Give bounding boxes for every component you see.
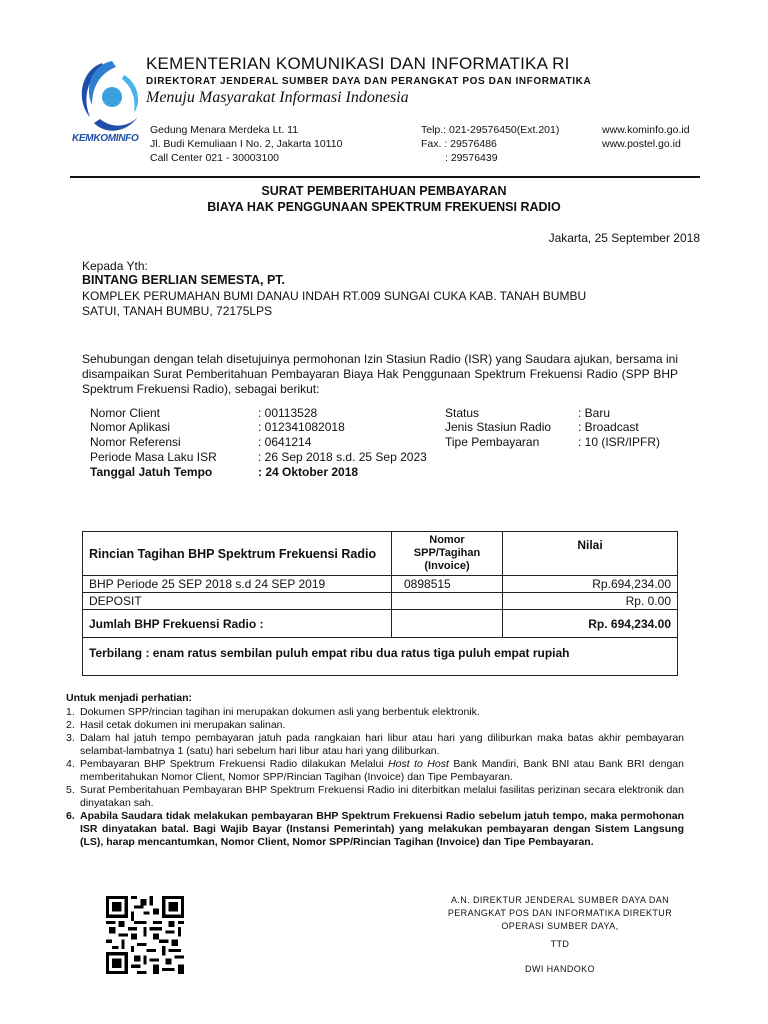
total-amount: Rp. 694,234.00: [503, 610, 678, 638]
note-number: 4.: [66, 758, 75, 770]
note-number: 2.: [66, 719, 75, 731]
directorate-name: DIREKTORAT JENDERAL SUMBER DAYA DAN PERANGKAT POS DAN INFORMATIKA: [146, 76, 592, 87]
detail-value: : 0641214: [258, 435, 312, 449]
recipient-address-1: KOMPLEK PERUMAHAN BUMI DANAU INDAH RT.009 SUNGAI CUKA KAB. TANAH BUMBU: [82, 289, 587, 303]
signature-ttd: TTD: [550, 939, 570, 949]
due-date-value: : 24 Oktober 2018: [258, 465, 359, 479]
ministry-name: KEMENTERIAN KOMUNIKASI DAN INFORMATIKA RI: [146, 54, 570, 73]
note-italic: Host to Host: [388, 758, 449, 770]
bill-table: [82, 531, 678, 676]
detail-value: : 10 (ISR/IPFR): [578, 435, 661, 449]
terbilang-row: [83, 638, 678, 676]
note-number: 6.: [66, 810, 75, 822]
signature-line: A.N. DIREKTUR JENDERAL SUMBER DAYA DAN: [450, 895, 670, 905]
row-amount: Rp. 0.00: [503, 593, 678, 610]
row-desc: DEPOSIT: [83, 593, 392, 610]
table-header-row: [83, 532, 678, 576]
signatory-name: DWI HANDOKO: [525, 964, 595, 974]
note-item: [66, 719, 684, 732]
website-link[interactable]: www.postel.go.id: [602, 138, 681, 150]
website-link[interactable]: www.kominfo.go.id: [602, 124, 690, 136]
document-title: SURAT PEMBERITAHUAN PEMBAYARAN: [261, 184, 507, 198]
detail-label: Nomor Referensi: [90, 435, 181, 449]
phone-line: Telp.: 021-29576450(Ext.201): [421, 124, 560, 136]
qr-code: [106, 896, 184, 974]
recipient-name: BINTANG BERLIAN SEMESTA, PT.: [82, 273, 286, 287]
note-item: [66, 732, 684, 758]
address-line: Jl. Budi Kemuliaan I No. 2, Jakarta 10110: [150, 138, 343, 150]
tagline: Menuju Masyarakat Informasi Indonesia: [146, 89, 409, 106]
note-item: [66, 706, 684, 719]
office-phones: [421, 123, 559, 165]
notes-list: [66, 706, 684, 849]
logo-label: KEMKOMINFO: [72, 133, 139, 144]
row-desc: BHP Periode 25 SEP 2018 s.d 24 SEP 2019: [83, 576, 392, 593]
signature-line: PERANGKAT POS DAN INFORMATIKA DIREKTUR: [447, 908, 673, 918]
total-invoice: [392, 610, 503, 638]
detail-value: : 26 Sep 2018 s.d. 25 Sep 2023: [258, 450, 427, 464]
note-number: 5.: [66, 784, 75, 796]
date-line: Jakarta, 25 September 2018: [548, 231, 700, 245]
detail-value: : Broadcast: [578, 420, 639, 434]
detail-label: Nomor Aplikasi: [90, 420, 171, 434]
note-text: Dokumen SPP/rincian tagihan ini merupakan dokumen asli yang berbentuk elektronik.: [80, 706, 480, 718]
document-subtitle: BIAYA HAK PENGGUNAAN SPEKTRUM FREKUENSI RADIO: [207, 200, 561, 214]
header-divider: [70, 176, 700, 178]
header-desc: Rincian Tagihan BHP Spektrum Frekuensi Radio: [83, 532, 392, 576]
total-row: [83, 610, 678, 638]
salutation: Kepada Yth:: [82, 259, 148, 273]
fax-line-2: : 29576439: [445, 152, 498, 164]
detail-label: Nomor Client: [90, 406, 161, 420]
note-item: [66, 758, 684, 784]
detail-label: Periode Masa Laku ISR: [90, 450, 217, 464]
detail-label: Status: [445, 406, 480, 420]
detail-label: Tipe Pembayaran: [445, 435, 540, 449]
total-label: Jumlah BHP Frekuensi Radio :: [83, 610, 392, 638]
note-number: 3.: [66, 732, 75, 744]
table-row: [83, 593, 678, 610]
intro-paragraph: Sehubungan dengan telah disetujuinya permohonan Izin Stasiun Radio (ISR) yang Saudara ajukan, bersama ini disampaikan Surat Pemberitahuan Pembayaran Biaya Hak Penggunaan Spektrum Frekuensi Radio (SPP BHP Spektrum Frekuensi Radio), sebagai berikut:: [82, 352, 678, 396]
note-item: [66, 810, 684, 849]
header-invoice: Nomor SPP/Tagihan (Invoice): [392, 532, 503, 576]
note-text: Apabila Saudara tidak melakukan pembayaran BHP Spektrum Frekuensi Radio sebelum jatuh tempo, maka permohonan ISR dinyatakan batal. Bagi Wajib Bayar (Instansi Pemerintah) yang melakukan pembayaran dengan Sistem Langsung (LS), harap mencantumkan, Nomor Client, Nomor SPP/Rincian Tagihan (Invoice) dan Tipe Pembayaran.: [80, 810, 684, 848]
row-invoice: [392, 593, 503, 610]
terbilang-text: Terbilang : enam ratus sembilan puluh empat ribu dua ratus tiga puluh empat rupiah: [83, 638, 678, 676]
header-amount: Nilai: [503, 532, 678, 576]
detail-value: : Baru: [578, 406, 611, 420]
detail-value: : 00113528: [258, 406, 318, 420]
note-text: Hasil cetak dokumen ini merupakan salinan.: [80, 719, 286, 731]
office-address: [150, 123, 342, 165]
note-item: [66, 784, 684, 810]
fax-line: Fax. : 29576486: [421, 138, 497, 150]
row-invoice: 0898515: [392, 576, 503, 593]
note-text: Dalam hal jatuh tempo pembayaran jatuh pada rangkaian hari libur atau hari yang diliburkan maka batas akhir pembayaran selambat-lambatnya 1 (satu) hari sebelum hari libur atau hari yang diliburkan.: [80, 732, 684, 757]
address-line: Call Center 021 - 30003100: [150, 152, 280, 164]
detail-value: : 012341082018: [258, 420, 345, 434]
signature-block: [440, 894, 680, 976]
detail-label: Jenis Stasiun Radio: [445, 420, 552, 434]
note-text: Pembayaran BHP Spektrum Frekuensi Radio dilakukan Melalui: [80, 758, 389, 770]
note-text: Bank Mandiri, Bank BNI atau Bank BRI dengan memberitahukan Nomor Client, Nomor SPP/Rincian Tagihan (Invoice) dan Tipe Pembayaran.: [80, 758, 684, 783]
notes-title: Untuk menjadi perhatian:: [66, 692, 193, 704]
signature-line: OPERASI SUMBER DAYA,: [501, 921, 619, 931]
note-text: Surat Pemberitahuan Pembayaran BHP Spektrum Frekuensi Radio ini diterbitkan melalui fasilitas perizinan secara elektronik dan dinyatakan sah.: [80, 784, 684, 809]
row-amount: Rp.694,234.00: [503, 576, 678, 593]
due-date-label: Tanggal Jatuh Tempo: [90, 465, 213, 479]
websites: [602, 123, 690, 151]
address-line: Gedung Menara Merdeka Lt. 11: [150, 124, 299, 136]
recipient-address-2: SATUI, TANAH BUMBU, 72175LPS: [82, 304, 273, 318]
note-number: 1.: [66, 706, 75, 718]
table-row: [83, 576, 678, 593]
